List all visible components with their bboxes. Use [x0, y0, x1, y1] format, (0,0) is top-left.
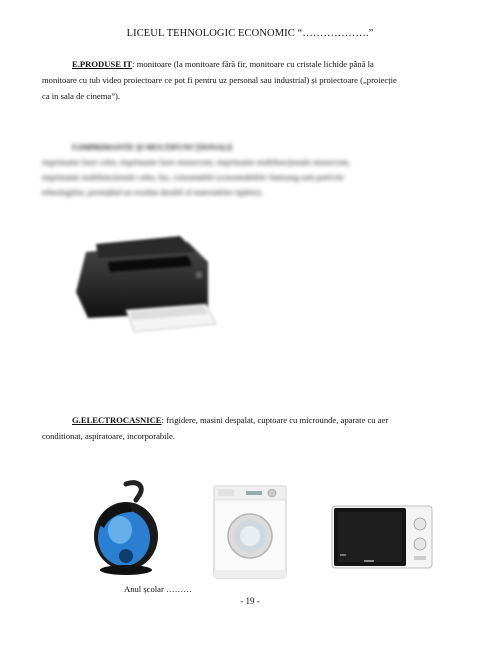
page-number: - 19 - — [240, 596, 260, 606]
section-f-line3: tehnologiilor, permițând un rezultat durabil al materialelor tipărite). — [42, 188, 263, 197]
section-f-heading: F.IMPRIMANTE ȘI MULTIFUNCȚIONALE — [72, 143, 234, 152]
section-g-heading: G.ELECTROCASNICE — [72, 415, 162, 425]
section-e-heading: E.PRODUSE IT — [72, 59, 133, 69]
section-g-line2: conditionat, aspiratoare, incorporabile. — [42, 431, 175, 441]
washing-machine-image — [212, 484, 288, 580]
printer-image — [68, 222, 218, 340]
section-e-line1: : monitoare (la monitoare fără fir, monitoare cu cristale lichide până la — [132, 59, 374, 69]
section-imprimante-blurred — [42, 140, 462, 200]
section-g-line1: : frigidere, masini despalat, cuptoare cu microunde, aparate cu aer — [161, 415, 389, 425]
section-produse-it — [42, 56, 462, 104]
school-year-label: Anul școlar ……… — [124, 584, 192, 594]
section-e-line3: ca in sala de cinema”). — [42, 91, 121, 101]
section-electrocasnice — [42, 412, 462, 444]
vacuum-cleaner-image — [86, 478, 168, 578]
section-f-line1: imprimante laser color, imprimante laser monocrom, imprimante multifuncționale monocrom, — [42, 158, 351, 167]
section-f-line2: imprimante multifuncționale color, fax, consumabile (consumabilele Samsung sunt potrivite — [42, 173, 345, 182]
microwave-image — [330, 500, 434, 572]
section-e-line2: monitoare cu tub video proiectoare ce pot fi pentru uz personal sau industrial) și proiectoare („proiecție — [42, 75, 397, 85]
page-header: LICEUL TEHNOLOGIC ECONOMIC “……………….” — [126, 28, 374, 39]
